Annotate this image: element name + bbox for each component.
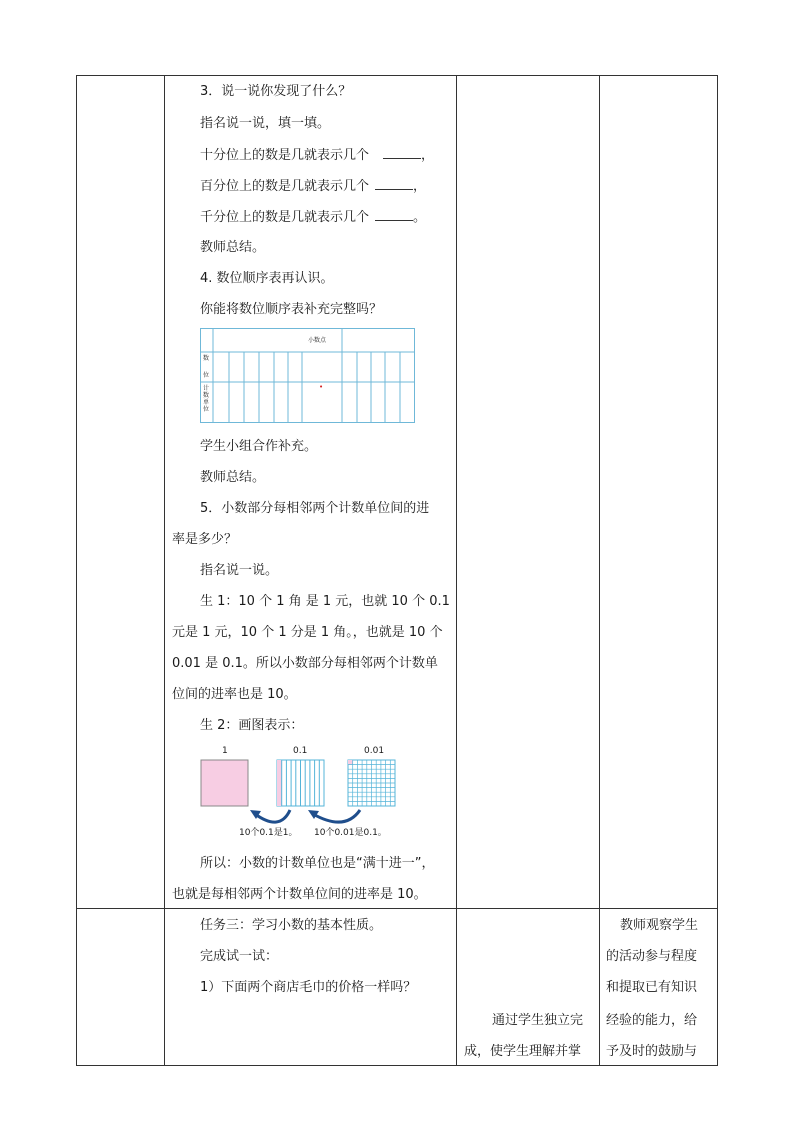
col-divider-3 — [599, 75, 600, 1066]
q4-question: 你能将数位顺序表补充完整吗？ — [200, 302, 383, 317]
place-value-table — [200, 328, 415, 423]
label-one: 1 — [222, 746, 228, 756]
row-label-unit: 计 数 单 位 — [203, 385, 210, 413]
q5-title-2: 率是多少？ — [172, 532, 238, 547]
student1-line-3: 0.01 是 0.1。所以小数部分每相邻两个计数单 — [172, 656, 438, 671]
caption-hundredths: 10个0.01是0.1。 — [314, 828, 387, 838]
q4-summary: 教师总结。 — [200, 470, 266, 485]
design-intent-line-1: 通过学生独立完 — [492, 1013, 584, 1028]
conclusion-1: 所以：小数的计数单位也是“满十进一”， — [200, 856, 435, 871]
label-tenth: 0.1 — [293, 746, 308, 756]
tenths-square — [277, 760, 324, 806]
hundredth-shaded — [348, 760, 353, 765]
fill-blank-2[interactable] — [375, 177, 413, 190]
q3-line-1-text: 十分位上的数是几就表示几个 — [200, 148, 370, 163]
arrow-2 — [313, 810, 360, 822]
assessment-line-4: 经验的能力，给 — [606, 1013, 698, 1028]
q3-line-2-punct: ， — [413, 179, 427, 194]
task3-try: 完成试一试： — [200, 949, 279, 964]
tenth-shaded — [277, 760, 282, 806]
fill-blank-1[interactable] — [383, 146, 421, 159]
decimal-dot: • — [319, 383, 324, 391]
q3-line-3-punct: 。 — [413, 210, 427, 225]
decimal-point-header: 小数点 — [308, 337, 327, 344]
assessment-line-2: 的活动参与程度 — [606, 949, 698, 964]
caption-tenths: 10个0.1是1。 — [239, 828, 298, 838]
q3-title: 3．说一说你发现了什么？ — [200, 84, 352, 99]
q5-instruction: 指名说一说。 — [200, 563, 279, 578]
q3-summary: 教师总结。 — [200, 240, 266, 255]
assessment-line-5: 予及时的鼓励与 — [606, 1044, 698, 1059]
q3-line-1 — [200, 146, 434, 165]
q4-group: 学生小组合作补充。 — [200, 439, 318, 454]
task3-question-1: 1）下面两个商店毛巾的价格一样吗？ — [200, 980, 417, 995]
q3-line-2-text: 百分位上的数是几就表示几个 — [200, 179, 370, 194]
label-hundredth: 0.01 — [364, 746, 385, 756]
conclusion-2: 也就是每相邻两个计数单位间的进率是 10。 — [172, 887, 427, 902]
q3-line-1-punct: ， — [421, 148, 435, 163]
q3-instruction: 指名说一说，填一填。 — [200, 116, 331, 131]
assessment-line-3: 和提取已有知识 — [606, 980, 698, 995]
row-label-place: 数 — [203, 355, 210, 362]
decimal-unit-figure — [195, 744, 410, 842]
q4-title: 4. 数位顺序表再认识。 — [200, 271, 334, 286]
student2-line: 生 2：画图表示： — [200, 718, 304, 733]
student1-line-1: 生 1：10 个 1 角 是 1 元，也就 10 个 0.1 — [200, 594, 450, 609]
student1-line-4: 位间的进率也是 10。 — [172, 687, 297, 702]
student1-line-2: 元是 1 元，10 个 1 分是 1 角。，也就是 10 个 — [172, 625, 443, 640]
col-divider-1 — [164, 75, 165, 1066]
q5-title-1: 5．小数部分每相邻两个计数单位间的进 — [200, 501, 430, 516]
q3-line-2 — [200, 177, 426, 196]
q3-line-3-text: 千分位上的数是几就表示几个 — [200, 210, 370, 225]
fill-blank-3[interactable] — [375, 208, 413, 221]
assessment-line-1: 教师观察学生 — [620, 918, 699, 933]
hundredths-square — [348, 760, 395, 806]
row-divider — [76, 908, 718, 909]
task3-title: 任务三：学习小数的基本性质。 — [200, 918, 383, 933]
row-label-place-2: 位 — [203, 372, 210, 379]
col-divider-2 — [456, 75, 457, 1066]
q3-line-3 — [200, 208, 426, 227]
whole-square — [201, 760, 248, 806]
design-intent-line-2: 成，使学生理解并掌 — [464, 1044, 582, 1059]
